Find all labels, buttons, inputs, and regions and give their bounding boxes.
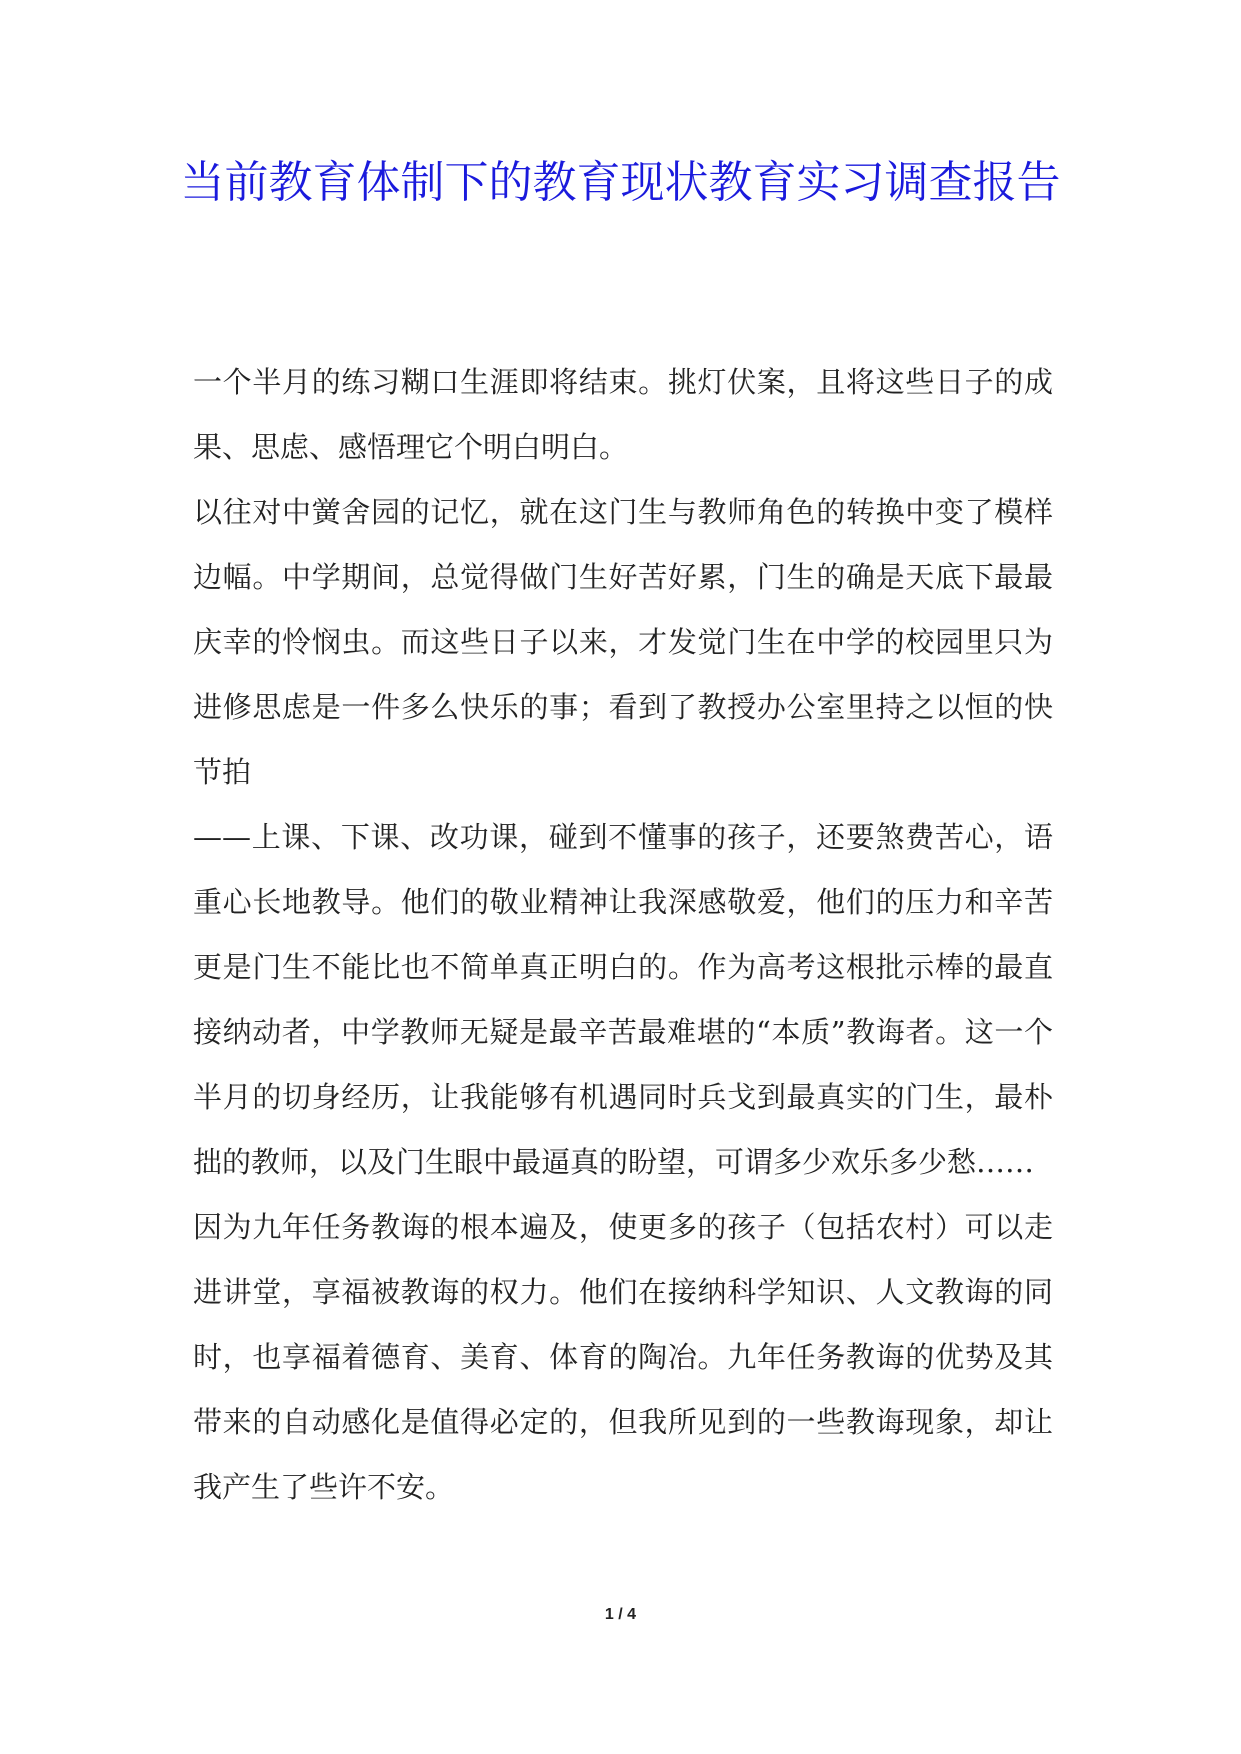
paragraph: 一个半月的练习糊口生涯即将结束。挑灯伏案，且将这些日子的成果、思虑、感悟理它个明白明白。 bbox=[193, 365, 1053, 464]
document-title: 当前教育体制下的教育现状教育实习调查报告 bbox=[180, 157, 1061, 208]
paragraph: 以往对中黉舍园的记忆，就在这门生与教师角色的转换中变了模样边幅。中学期间，总觉得做门生好苦好累，门生的确是天底下最最庆幸的怜悯虫。而这些日子以来，才发觉门生在中学的校园里只为进修思虑是一件多么快乐的事；看到了教授办公室里持之以恒的快节拍 bbox=[193, 495, 1053, 789]
paragraph: ——上课、下课、改功课，碰到不懂事的孩子，还要煞费苦心，语重心长地教导。他们的敬业精神让我深感敬爱，他们的压力和辛苦更是门生不能比也不简单真正明白的。作为高考这根批示棒的最直接纳动者，中学教师无疑是最辛苦最难堪的“本质”教诲者。这一个半月的切身经历，让我能够有机遇同时兵戈到最真实的门生，最朴拙的教师，以及门生眼中最逼真的盼望，可谓多少欢乐多少愁…… bbox=[193, 820, 1053, 1179]
page-number: 1 / 4 bbox=[604, 1606, 637, 1623]
document-body bbox=[193, 350, 1053, 1520]
paragraph: 因为九年任务教诲的根本遍及，使更多的孩子（包括农村）可以走进讲堂，享福被教诲的权力。他们在接纳科学知识、人文教诲的同时，也享福着德育、美育、体育的陶冶。九年任务教诲的优势及其带来的自动感化是值得必定的，但我所见到的一些教诲现象，却让我产生了些许不安。 bbox=[193, 1210, 1053, 1504]
